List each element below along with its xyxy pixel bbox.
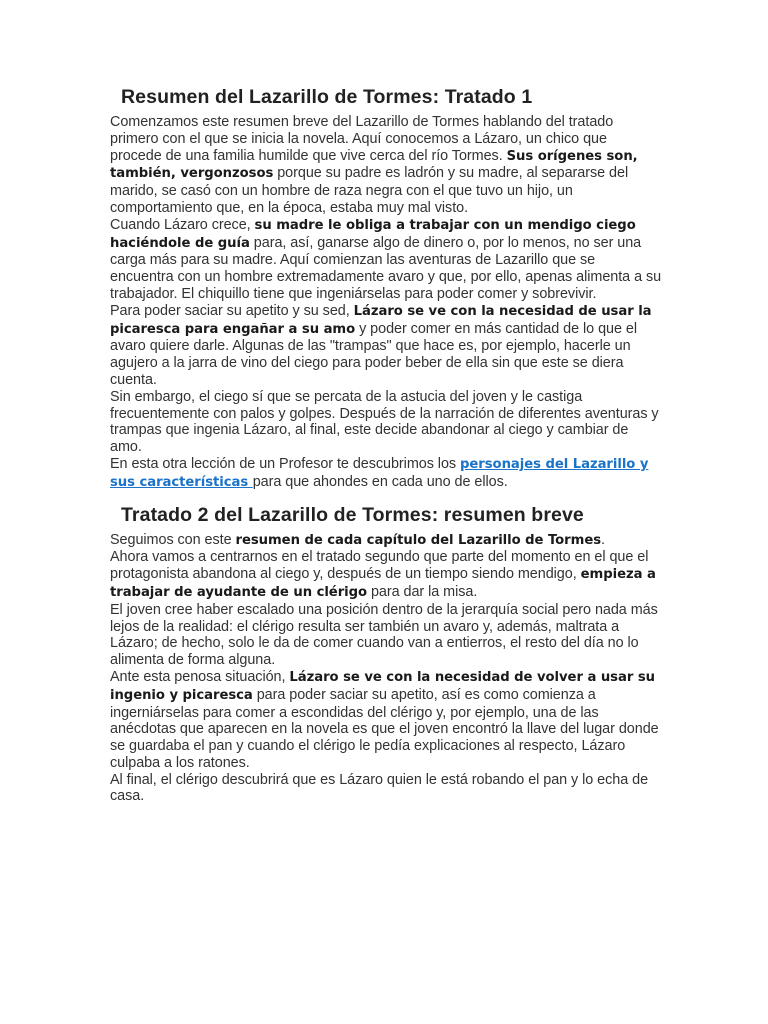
text-run: para, así, ganarse algo de dinero o, por lo menos, no ser una carga más para su madre. Aquí comienzan las aventuras de Lazarillo que se encuentra con un hombre extremadamente avaro y que, por ello, apenas alimenta a su trabajador. El chiquillo tiene que ingeniárselas para poder comer y sobrevivir. <box>110 234 662 302</box>
section-2-paragraph-2 <box>110 549 662 601</box>
section-1-paragraph-5 <box>110 456 662 492</box>
section-1-paragraph-3 <box>110 303 662 389</box>
section-1-paragraph-2 <box>110 217 662 303</box>
section-1-paragraph-4 <box>110 389 662 456</box>
text-run: para dar la misa. <box>367 583 478 600</box>
text-run: Ahora vamos a centrarnos en el tratado segundo que parte del momento en el que el protagonista abandona al ciego y, después de un tiempo siendo mendigo, <box>110 549 649 583</box>
bold-text: Sus orígenes son, también, vergonzosos <box>110 148 638 182</box>
text-run: El joven cree haber escalado una posición dentro de la jerarquía social pero nada más lejos de la realidad: el clérigo resulta ser también un avaro y, además, maltrata a Lázaro; de hecho, solo le da de comer cuando van a entierros, el resto del día no lo alimenta de forma alguna. <box>110 601 658 669</box>
text-run: Comenzamos este resumen breve del Lazarillo de Tormes hablando del tratado primero con el que se inicia la novela. Aquí conocemos a Lázaro, un chico que procede de una familia humilde que vive cerca del río Tormes. <box>110 114 614 164</box>
text-run: para que ahondes en cada uno de ellos. <box>252 473 508 490</box>
text-run: Cuando Lázaro crece, <box>110 216 255 233</box>
text-run: Seguimos con este <box>110 531 236 548</box>
text-run: y poder comer en más cantidad de lo que el avaro quiere darle. Algunas de las "trampas" que hace es, por ejemplo, hacerle un agujero a la jarra de vino del ciego para poder beber de ella sin que este se diera cuenta. <box>110 320 637 388</box>
bold-text: su madre le obliga a trabajar con un mendigo ciego haciéndole de guía <box>110 217 636 251</box>
section-1-heading: Resumen del Lazarillo de Tormes: Tratado 1 <box>121 86 533 108</box>
bold-text: resumen de cada capítulo del Lazarillo de Tormes <box>235 532 602 548</box>
section-2-paragraph-5 <box>110 772 662 806</box>
text-run: . <box>601 531 605 548</box>
bold-text: Lázaro se ve con la necesidad de usar la picaresca para engañar a su amo <box>110 303 652 337</box>
bold-text: empieza a trabajar de ayudante de un clérigo <box>110 567 656 600</box>
text-run: Sin embargo, el ciego sí que se percata de la astucia del joven y le castiga frecuentemente con palos y golpes. Después de la narración de diferentes aventuras y trampas que ingenia Lázaro, al final, este decide abandonar al ciego y cambiar de amo. <box>110 388 659 456</box>
section-2-heading: Tratado 2 del Lazarillo de Tormes: resumen breve <box>121 503 584 526</box>
article <box>110 84 662 805</box>
text-run: En esta otra lección de un Profesor te descubrimos los <box>110 455 461 472</box>
text-run: porque su padre es ladrón y su madre, al separarse del marido, se casó con un hombre de raza negra con el que tuvo un hijo, un comportamiento que, en la época, estaba muy mal visto. <box>110 165 629 216</box>
characters-link[interactable]: personajes del Lazarillo y sus características <box>110 456 649 490</box>
section-2-paragraph-3 <box>110 602 662 669</box>
section-2-paragraph-4 <box>110 669 662 772</box>
text-run: Para poder saciar su apetito y su sed, <box>110 302 354 319</box>
section-1-paragraph-1 <box>110 114 662 217</box>
text-run: Al final, el clérigo descubrirá que es Lázaro quien le está robando el pan y lo echa de casa. <box>110 771 649 805</box>
section-2-paragraph-1 <box>110 532 662 550</box>
text-run: Ante esta penosa situación, <box>110 668 290 685</box>
bold-text: Lázaro se ve con la necesidad de volver a usar su ingenio y picaresca <box>110 669 655 703</box>
text-run: para poder saciar su apetito, así es como comienza a ingerniárselas para comer a escondidas del clérigo y, por ejemplo, una de las anécdotas que aparecen en la novela es que el joven encontró la llave del lugar donde se guardaba el pan y cuando el clérigo le pedía explicaciones al respecto, Lázaro culpaba a los ratones. <box>110 686 659 771</box>
